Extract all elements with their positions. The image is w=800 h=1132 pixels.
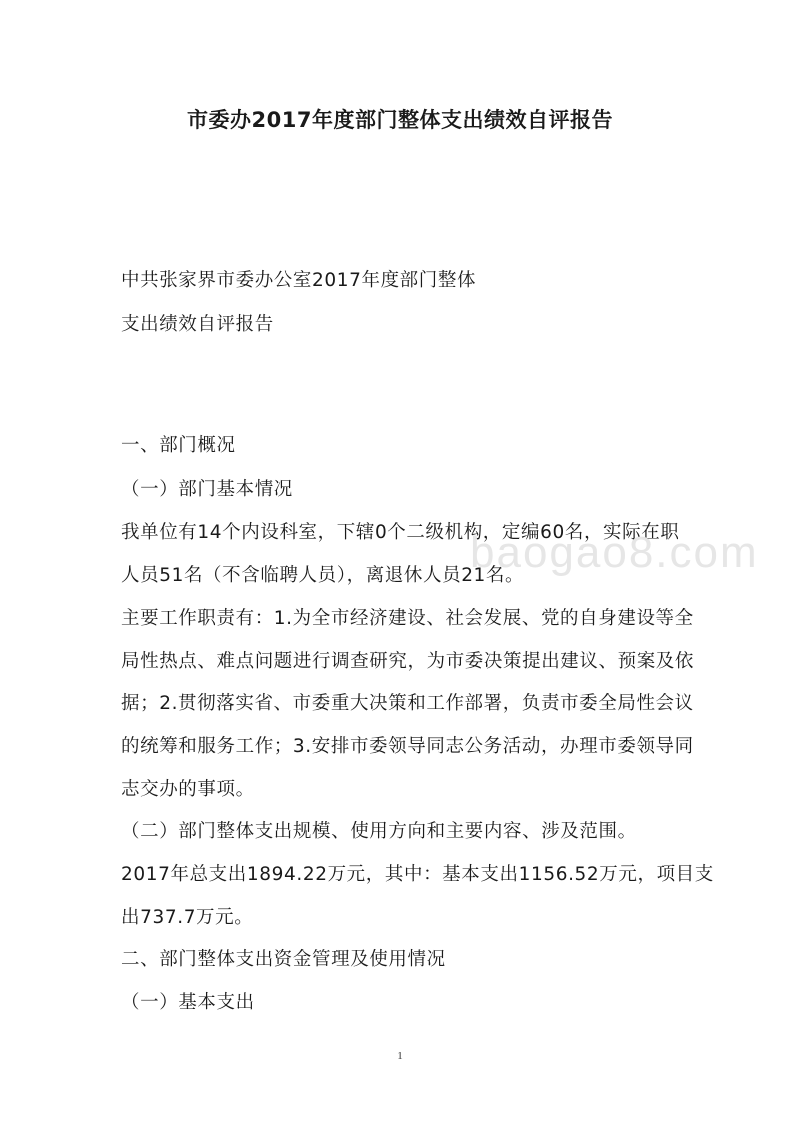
paragraph-2-line-3: 据；2.贯彻落实省、市委重大决策和工作部署，负责市委全局性会议 xyxy=(121,693,694,714)
subtitle-line-1: 中共张家界市委办公室2017年度部门整体 xyxy=(121,270,477,291)
paragraph-2-line-2: 局性热点、难点问题进行调查研究，为市委决策提出建议、预案及依 xyxy=(121,651,695,672)
subtitle-line-2: 支出绩效自评报告 xyxy=(121,314,274,335)
section-1-subheading-1: （一）部门基本情况 xyxy=(121,479,293,500)
paragraph-2-line-1: 主要工作职责有：1.为全市经济建设、社会发展、党的自身建设等全 xyxy=(121,608,694,629)
document-title: 市委办2017年度部门整体支出绩效自评报告 xyxy=(187,108,613,132)
paragraph-3-line-1: 2017年总支出1894.22万元，其中：基本支出1156.52万元，项目支 xyxy=(121,864,714,885)
page-number: 1 xyxy=(397,1050,403,1062)
watermark: baogao8.com xyxy=(470,528,759,577)
section-1-heading: 一、部门概况 xyxy=(121,435,236,456)
section-1-subheading-2: （二）部门整体支出规模、使用方向和主要内容、涉及范围。 xyxy=(121,821,637,842)
section-2-heading: 二、部门整体支出资金管理及使用情况 xyxy=(121,949,446,970)
paragraph-3-line-2: 出737.7万元。 xyxy=(121,907,254,928)
paragraph-2-line-4: 的统筹和服务工作；3.安排市委领导同志公务活动，办理市委领导同 xyxy=(121,736,694,757)
section-2-subheading-1: （一）基本支出 xyxy=(121,992,255,1013)
paragraph-1-line-1: 我单位有14个内设科室，下辖0个二级机构，定编60名，实际在职 xyxy=(121,522,680,543)
paragraph-1-line-2: 人员51名（不含临聘人员），离退休人员21名。 xyxy=(121,565,525,586)
paragraph-2-line-5: 志交办的事项。 xyxy=(121,779,255,800)
